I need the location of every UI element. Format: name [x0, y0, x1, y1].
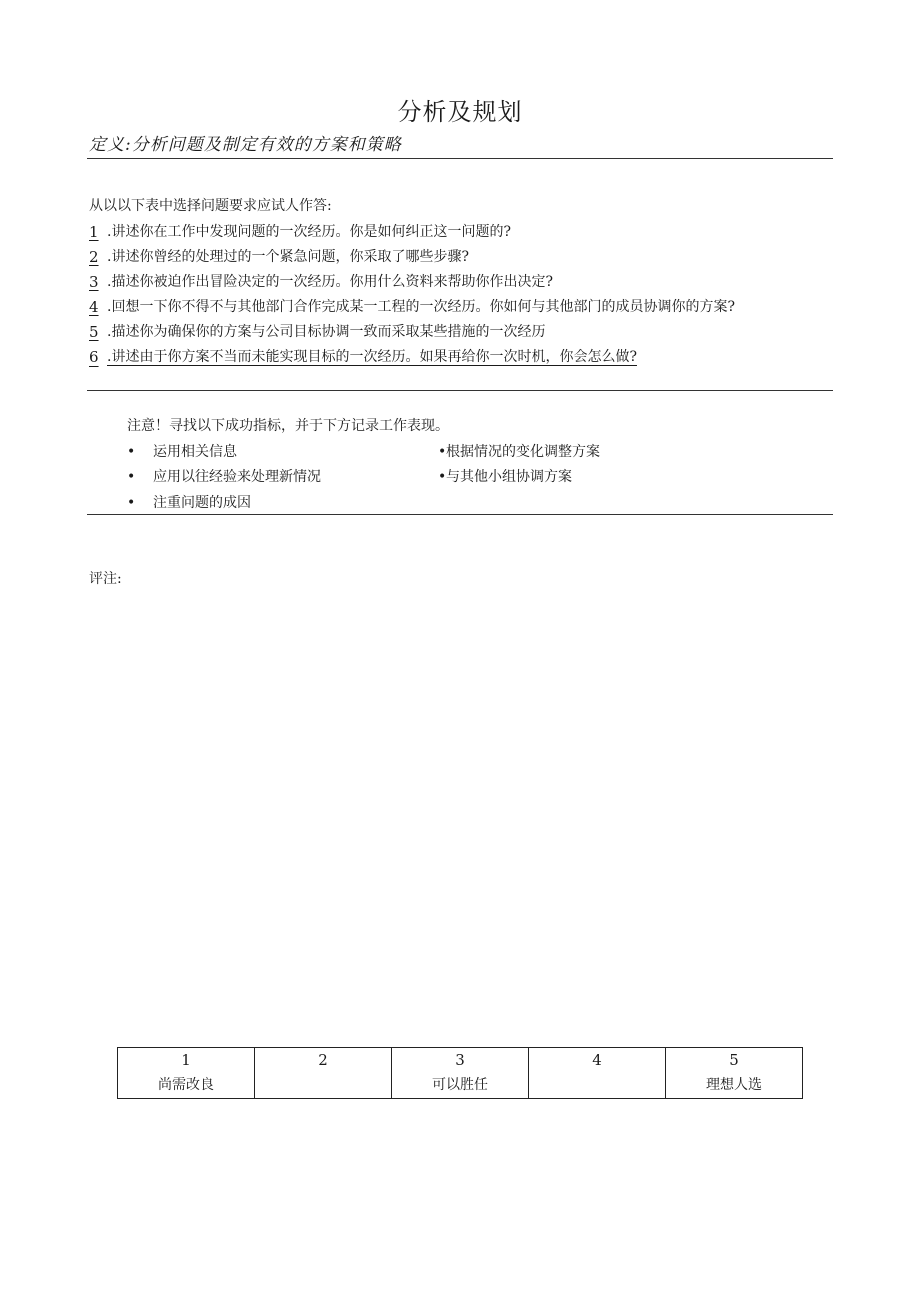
bullet-icon: • — [127, 469, 136, 485]
divider-top — [87, 158, 833, 159]
question-number: 3 — [89, 273, 99, 291]
rating-label: 理想人选 — [706, 1077, 762, 1093]
rating-label: 尚需改良 — [158, 1077, 214, 1093]
indicator-item — [438, 466, 572, 488]
question-number: 2 — [89, 248, 99, 266]
question-text: .回想一下你不得不与其他部门合作完成某一工程的一次经历。你如何与其他部门的成员协调你的方案? — [107, 299, 735, 315]
question-number: 1 — [89, 223, 99, 241]
bullet-icon: • — [438, 469, 447, 485]
intro-text: 从以以下表中选择问题要求应试人作答: — [89, 198, 332, 214]
indicator-label: 根据情况的变化调整方案 — [446, 444, 600, 460]
question-number: 6 — [89, 348, 99, 366]
rating-cell-4[interactable] — [529, 1048, 666, 1099]
question-text: .描述你被迫作出冒险决定的一次经历。你用什么资料来帮助你作出决定? — [107, 274, 553, 290]
rating-label: 可以胜任 — [432, 1077, 488, 1093]
rating-cell-2[interactable] — [255, 1048, 392, 1099]
rating-scale-table — [117, 1047, 803, 1099]
divider-middle — [87, 390, 833, 391]
indicator-item — [127, 492, 251, 514]
rating-cell-5[interactable] — [666, 1048, 803, 1099]
bullet-icon: • — [127, 444, 136, 460]
indicator-label: 运用相关信息 — [153, 444, 237, 460]
question-item-4 — [89, 295, 829, 319]
rating-number: 3 — [455, 1051, 465, 1069]
question-item-1 — [89, 220, 829, 244]
bullet-icon: • — [438, 444, 447, 460]
question-list — [89, 220, 829, 370]
divider-bottom — [87, 514, 833, 515]
rating-number: 4 — [592, 1051, 602, 1069]
question-number: 5 — [89, 323, 99, 341]
indicator-label: 与其他小组协调方案 — [446, 469, 572, 485]
question-item-3 — [89, 270, 829, 294]
bullet-icon: • — [127, 495, 136, 511]
question-text: .讲述你在工作中发现问题的一次经历。你是如何纠正这一问题的? — [107, 224, 511, 240]
comment-label: 评注: — [89, 571, 122, 587]
page-title: 分析及规划 — [397, 98, 523, 126]
rating-number: 1 — [181, 1051, 191, 1069]
note-text: 注意！寻找以下成功指标，并于下方记录工作表现。 — [127, 418, 449, 434]
indicator-item — [127, 441, 237, 463]
question-item-2 — [89, 245, 829, 269]
question-text: .讲述你曾经的处理过的一个紧急问题，你采取了哪些步骤? — [107, 249, 469, 265]
definition-line: 定义:分析问题及制定有效的方案和策略 — [89, 135, 402, 155]
rating-cell-1[interactable] — [118, 1048, 255, 1099]
rating-number: 2 — [318, 1051, 328, 1069]
indicator-item — [438, 441, 600, 463]
indicator-label: 注重问题的成因 — [153, 495, 251, 511]
rating-number: 5 — [729, 1051, 739, 1069]
question-text: .讲述由于你方案不当而未能实现目标的一次经历。如果再给你一次时机，你会怎么做? — [107, 349, 637, 365]
rating-row — [118, 1048, 803, 1099]
question-text: .描述你为确保你的方案与公司目标协调一致而采取某些措施的一次经历 — [107, 324, 546, 340]
question-number: 4 — [89, 298, 99, 316]
indicator-label: 应用以往经验来处理新情况 — [153, 469, 321, 485]
indicator-item — [127, 466, 321, 488]
question-item-5 — [89, 320, 829, 344]
rating-cell-3[interactable] — [392, 1048, 529, 1099]
question-item-6 — [89, 345, 829, 369]
